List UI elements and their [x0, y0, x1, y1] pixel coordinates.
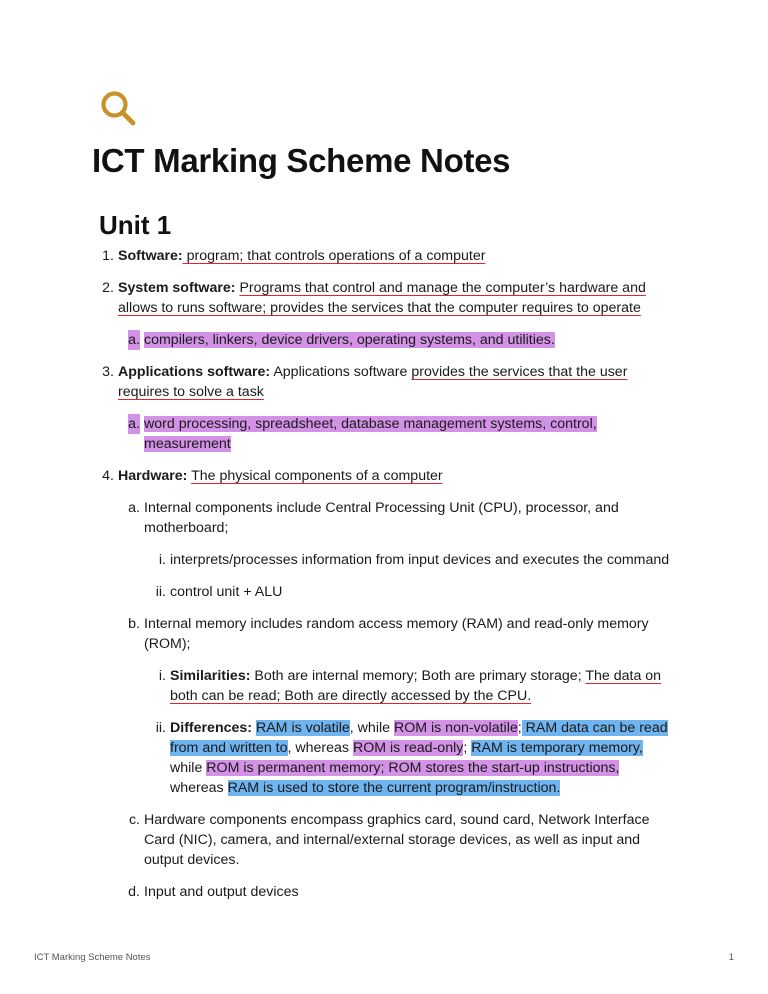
text: , while	[349, 720, 394, 736]
text: Both are internal memory; Both are primary storage;	[254, 668, 582, 684]
highlighted-text: word processing, spreadsheet, database management systems, control, measurement	[144, 416, 597, 452]
highlighted-text: RAM is used to store the current program/instruction.	[227, 780, 561, 796]
text: Internal memory includes random access memory (RAM) and read-only memory (ROM);	[144, 616, 649, 652]
page-title: ICT Marking Scheme Notes	[92, 142, 511, 179]
highlighted-text: RAM is volatile	[255, 720, 350, 736]
text: interprets/processes information from input devices and executes the command	[170, 552, 670, 568]
text: whereas	[170, 780, 228, 796]
unit-heading: Unit 1	[99, 210, 172, 240]
term: Similarities:	[170, 668, 251, 684]
definition: Programs that control and manage the computer’s hardware and allows to runs software; provides the services that the computer requires to operate	[118, 280, 646, 316]
list-item	[158, 550, 670, 570]
list-number: i.	[158, 668, 166, 684]
page-number: 1	[728, 952, 734, 963]
list-item	[102, 362, 663, 402]
list-item	[155, 718, 670, 798]
definition: The physical components of a computer	[191, 468, 443, 484]
text: , whereas	[287, 740, 353, 756]
text: ;	[463, 740, 472, 756]
list-number: ii.	[155, 584, 166, 600]
list-item	[128, 882, 669, 902]
text: Input and output devices	[144, 884, 299, 900]
list-number: 1.	[102, 248, 114, 264]
list-item	[128, 414, 669, 454]
list-number: 2.	[102, 280, 114, 296]
highlighted-text: ROM is non-volatile	[393, 720, 518, 736]
list-item	[128, 614, 669, 654]
highlighted-text: ROM is permanent memory; ROM stores the start-up instructions,	[206, 760, 620, 776]
list-item	[102, 466, 663, 486]
term: Software:	[118, 248, 183, 264]
list-number: c.	[128, 812, 140, 828]
list-number: ii.	[155, 720, 166, 736]
text: Applications software	[273, 364, 408, 380]
list-number: d.	[128, 884, 140, 900]
footer-title: ICT Marking Scheme Notes	[34, 952, 151, 963]
list-number: 4.	[102, 468, 114, 484]
highlighted-text: ROM is read-only	[352, 740, 464, 756]
highlighted-text: compilers, linkers, device drivers, operating systems, and utilities.	[144, 332, 555, 348]
list-item	[128, 810, 669, 870]
list-number: 3.	[102, 364, 114, 380]
list-number: a.	[128, 500, 140, 516]
definition: program; that controls operations of a computer	[182, 248, 486, 264]
list-item	[102, 246, 663, 266]
magnifier-icon	[98, 88, 140, 130]
list-number: b.	[128, 616, 140, 632]
text: control unit + ALU	[170, 584, 283, 600]
list-item	[128, 330, 669, 350]
highlighted-text: RAM is temporary memory,	[471, 740, 643, 756]
list-item	[128, 498, 669, 538]
term: Differences:	[170, 720, 253, 736]
list-item	[155, 582, 670, 602]
text: Internal components include Central Processing Unit (CPU), processor, and motherboard;	[144, 500, 619, 536]
list-number: a.	[128, 416, 140, 432]
term: Hardware:	[118, 468, 188, 484]
definition: provides the services that the user requires to solve a task	[118, 364, 628, 400]
text: while	[170, 760, 207, 776]
text: Hardware components encompass graphics card, sound card, Network Interface Card (NIC), camera, and internal/external storage devices, as well as input and output devices.	[144, 812, 650, 868]
notes-list	[0, 246, 768, 914]
underlined-text: The data on both can be read; Both are directly accessed by the CPU.	[170, 668, 662, 704]
list-number: i.	[158, 552, 166, 568]
text: ;	[517, 720, 522, 736]
list-item	[158, 666, 670, 706]
list-item	[102, 278, 663, 318]
highlighted-text: RAM data can be read from and written to	[170, 720, 668, 756]
list-number: a.	[128, 332, 140, 348]
term: Applications software:	[118, 364, 271, 380]
term: System software:	[118, 280, 236, 296]
